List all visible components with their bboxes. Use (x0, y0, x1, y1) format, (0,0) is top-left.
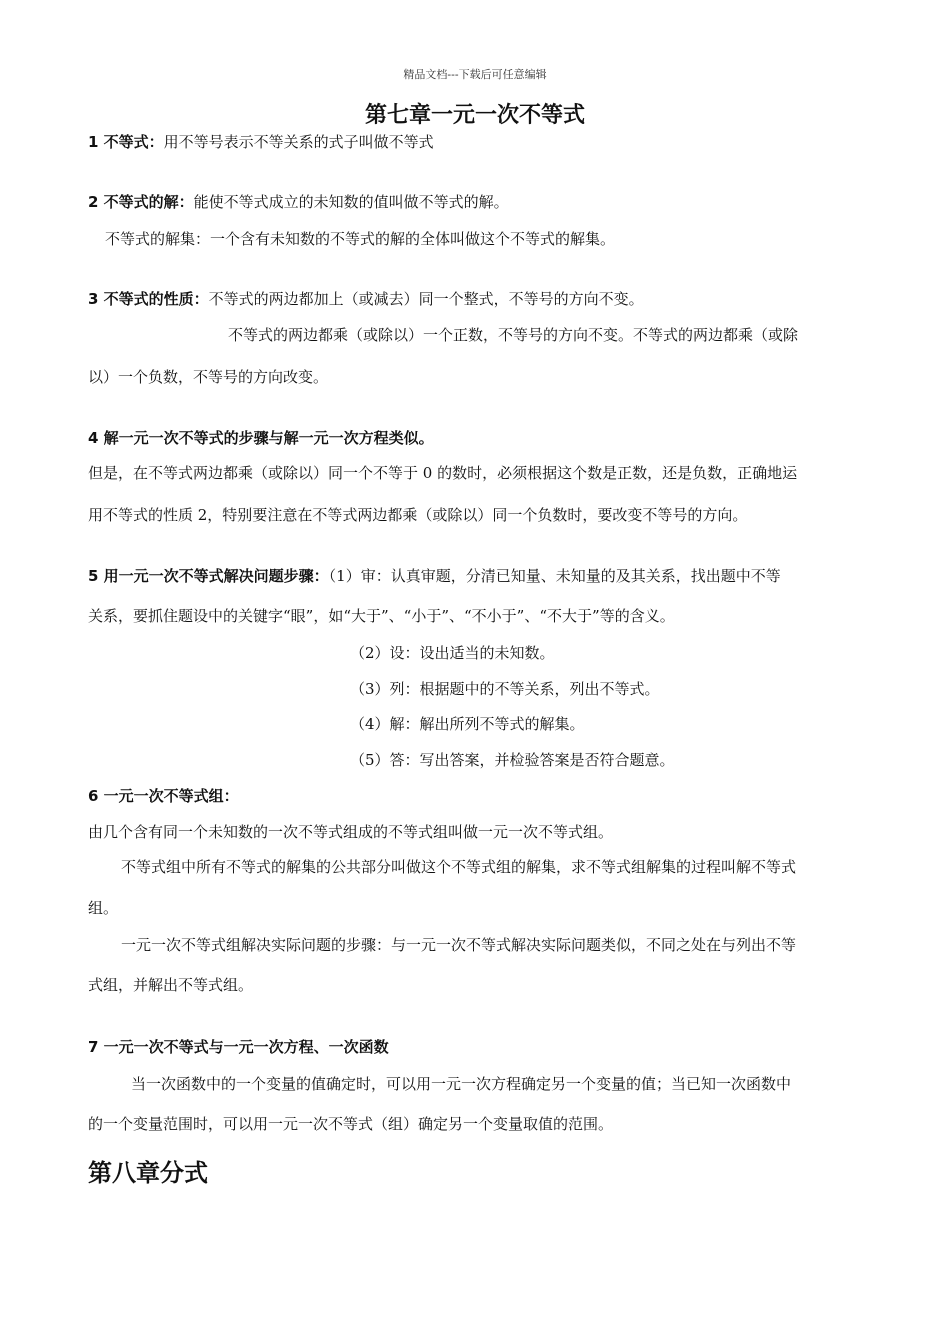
section-2-line-2: 不等式的解集：一个含有未知数的不等式的解的全体叫做这个不等式的解集。 (105, 230, 616, 248)
section-2-text: 能使不等式成立的未知数的值叫做不等式的解。 (193, 193, 509, 211)
section-4-line-2: 用不等式的性质 2，特别要注意在不等式两边都乘（或除以）同一个负数时，要改变不等号的方向。 (88, 506, 748, 524)
section-5-step-2: （2）设：设出适当的未知数。 (350, 644, 555, 662)
section-4-line-1: 但是，在不等式两边都乘（或除以）同一个不等于 0 的数时，必须根据这个数是正数，还是负数，正确地运 (88, 464, 798, 482)
section-3-text: 不等式的两边都加上（或减去）同一个整式，不等号的方向不变。 (208, 290, 644, 308)
chapter-7-title: 第七章一元一次不等式 (364, 103, 585, 128)
section-7-line-2: 的一个变量范围时，可以用一元一次不等式（组）确定另一个变量取值的范围。 (88, 1115, 614, 1133)
section-3-heading: 3 不等式的性质： (88, 290, 209, 308)
section-3-line-2: 不等式的两边都乘（或除以）一个正数，不等号的方向不变。不等式的两边都乘（或除 (228, 326, 799, 344)
section-5-step-4: （4）解：解出所列不等式的解集。 (350, 715, 585, 733)
section-6-heading: 6 一元一次不等式组： (88, 787, 239, 805)
section-5-step-5: （5）答：写出答案，并检验答案是否符合题意。 (350, 751, 675, 769)
section-5-line-2: 关系，要抓住题设中的关键字“眼”，如“大于”、“小于”、“不小于”、“不大于”等的含义。 (88, 607, 675, 625)
section-2 (88, 193, 509, 211)
chapter-8-title: 第八章分式 (88, 1159, 208, 1187)
section-7-line-1: 当一次函数中的一个变量的值确定时，可以用一元一次方程确定另一个变量的值；当已知一次函数中 (131, 1075, 792, 1093)
section-4-heading: 4 解一元一次不等式的步骤与解一元一次方程类似。 (88, 429, 434, 447)
section-5 (88, 567, 781, 585)
section-6-line-4: 一元一次不等式组解决实际问题的步骤：与一元一次不等式解决实际问题类似，不同之处在与列出不等 (121, 936, 797, 954)
section-1 (88, 133, 434, 151)
section-5-text: （1）审：认真审题，分清已知量、未知量的及其关系，找出题中不等 (328, 567, 781, 585)
section-1-heading: 1 不等式： (88, 133, 164, 151)
section-7-heading: 7 一元一次不等式与一元一次方程、一次函数 (88, 1038, 389, 1056)
section-6-line-5: 式组，并解出不等式组。 (88, 976, 254, 994)
page-header: 精品文档---下载后可任意编辑 (403, 68, 547, 81)
section-5-heading: 5 用一元一次不等式解决问题步骤： (88, 567, 329, 585)
section-6-line-2: 不等式组中所有不等式的解集的公共部分叫做这个不等式组的解集，求不等式组解集的过程叫解不等式 (121, 858, 797, 876)
section-3-line-3: 以）一个负数，不等号的方向改变。 (88, 368, 329, 386)
section-5-step-3: （3）列：根据题中的不等关系，列出不等式。 (350, 680, 660, 698)
section-6-line-3: 组。 (88, 899, 119, 917)
section-3 (88, 290, 644, 308)
section-6-line-1: 由几个含有同一个未知数的一次不等式组成的不等式组叫做一元一次不等式组。 (88, 823, 614, 841)
section-1-text: 用不等号表示不等关系的式子叫做不等式 (163, 133, 434, 151)
section-2-heading: 2 不等式的解： (88, 193, 194, 211)
